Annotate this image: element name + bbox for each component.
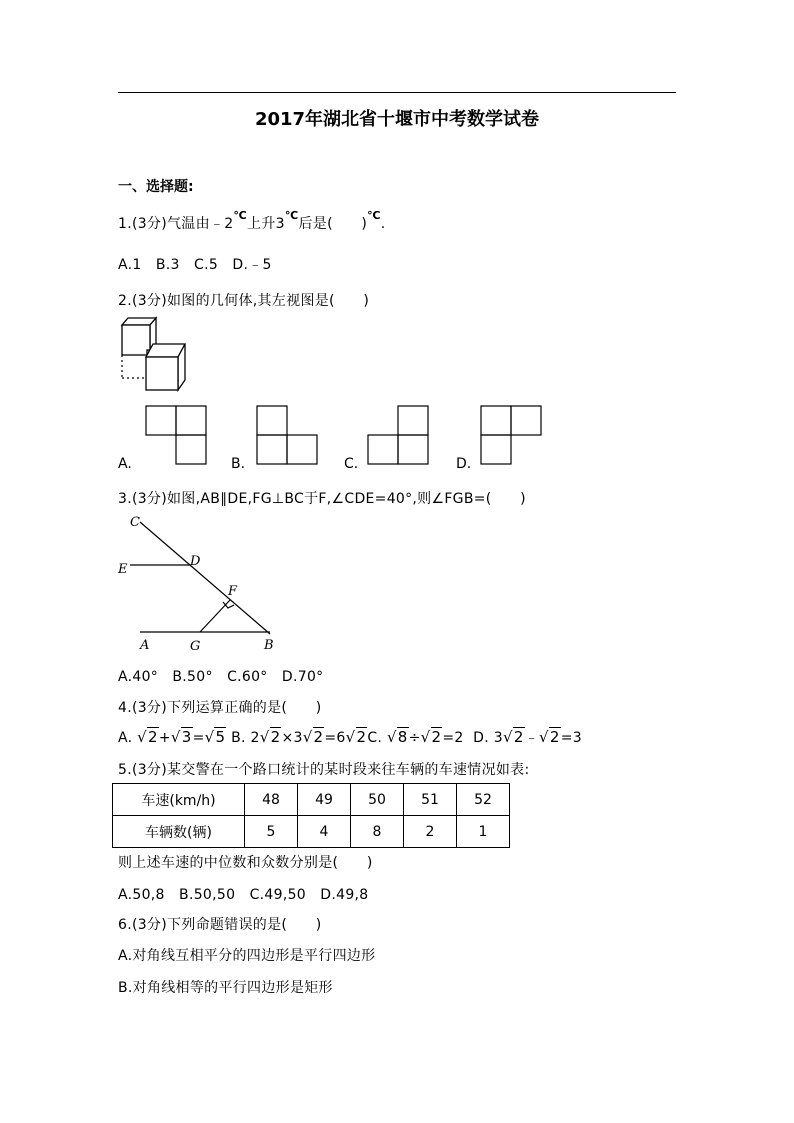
point-a-label: A [140, 638, 150, 653]
point-g-label: G [190, 639, 201, 654]
table-header-cell: 车速(km/h) [113, 784, 245, 816]
question-5-followup: 则上述车速的中位数和众数分别是( ) [118, 855, 373, 871]
question-5-stem: 5.(3分)某交警在一个路口统计的某时段来往车辆的车速情况如表: [118, 762, 530, 778]
point-f-label: F [228, 584, 238, 599]
table-cell: 49 [298, 784, 351, 816]
question-1-options: A.1 B.3 C.5 D.﹣5 [118, 257, 272, 273]
option-d-label[interactable]: D. [456, 456, 472, 472]
page-title: 2017年湖北省十堰市中考数学试卷 [254, 109, 540, 130]
question-4-stem: 4.(3分)下列运算正确的是( ) [118, 700, 322, 716]
table-cell: 4 [298, 816, 351, 848]
question-6-option-b: B.对角线相等的平行四边形是矩形 [118, 980, 333, 996]
table-cell: 48 [245, 784, 298, 816]
question-6-option-a: A.对角线互相平分的四边形是平行四边形 [118, 948, 376, 964]
table-cell: 1 [457, 816, 510, 848]
table-row [113, 816, 510, 848]
speed-table [112, 783, 510, 848]
solid-figure-diagram [118, 316, 188, 392]
option-a-label[interactable]: A. [118, 456, 132, 472]
point-b-label: B [264, 638, 274, 653]
question-5-options: A.50,8 B.50,50 C.49,50 D.49,8 [118, 887, 369, 903]
table-cell: 5 [245, 816, 298, 848]
table-cell: 51 [404, 784, 457, 816]
point-d-label: D [190, 554, 201, 569]
option-c-label[interactable]: C. [344, 456, 359, 472]
table-cell: 2 [404, 816, 457, 848]
table-cell: 8 [351, 816, 404, 848]
option-c-view [367, 405, 429, 465]
question-4-options: A. √2+√3=√5 B. 2√2×3√2=6√2C. √8÷√2=2 D. 3√2﹣√2=3 [118, 728, 582, 746]
option-a-view [145, 405, 207, 465]
question-1-stem: 1.(3分)气温由﹣2℃上升3℃后是( )℃. [118, 209, 386, 232]
section-heading: 一、选择题: [118, 179, 194, 195]
table-row [113, 784, 510, 816]
table-cell: 50 [351, 784, 404, 816]
header-rule [118, 92, 676, 93]
option-b-view [256, 405, 318, 465]
question-3-stem: 3.(3分)如图,AB∥DE,FG⊥BC于F,∠CDE=40°,则∠FGB=( ) [118, 491, 526, 507]
option-d-view [480, 405, 542, 465]
point-c-label: C [130, 515, 140, 530]
table-header-cell: 车辆数(辆) [113, 816, 245, 848]
geometry-figure [110, 510, 290, 658]
table-cell: 52 [457, 784, 510, 816]
question-2-stem: 2.(3分)如图的几何体,其左视图是( ) [118, 293, 370, 309]
question-3-options: A.40° B.50° C.60° D.70° [118, 669, 324, 685]
option-b-label[interactable]: B. [231, 456, 246, 472]
question-6-stem: 6.(3分)下列命题错误的是( ) [118, 917, 322, 933]
point-e-label: E [118, 562, 128, 577]
